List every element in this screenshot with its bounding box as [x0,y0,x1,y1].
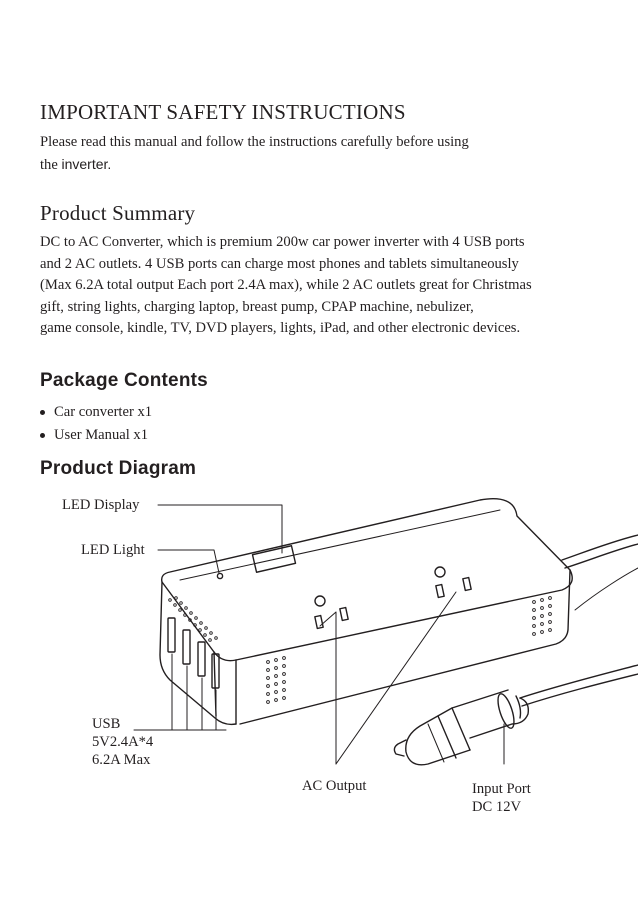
summary-line: DC to AC Converter, which is premium 200w car power inverter with 4 USB ports [40,234,525,250]
inverter-word: inverter. [61,155,112,172]
summary-line: gift, string lights, charging laptop, breast pump, CPAP machine, nebulizer, [40,298,474,315]
safety-text-line [40,154,600,177]
car-plug [394,690,528,765]
safety-text [40,132,600,176]
list-item-label: Car converter x1 [54,404,153,420]
safety-title: IMPORTANT SAFETY INSTRUCTIONS [40,100,406,124]
label-led-light: LED Light [81,542,145,558]
bullet-icon [40,410,45,415]
summary-text [40,232,600,340]
bullet-icon [40,433,45,438]
summary-line: game console, kindle, TV, DVD players, lights, iPad, and other electronic devices. [40,320,521,337]
power-cable [520,535,638,706]
summary-line: and 2 AC outlets. 4 USB ports can charge most phones and tablets simultaneously [40,255,519,272]
summary-title: Product Summary [40,201,196,225]
list-item [40,401,152,424]
safety-text-line: Please read this manual and follow the instructions carefully before using [40,134,469,150]
summary-line: (Max 6.2A total output Each port 2.4A max), while 2 AC outlets great for Christmas [40,277,532,294]
inverter-body [160,499,572,725]
label-usb-max: 6.2A Max [92,752,151,768]
label-usb-spec: 5V2.4A*4 [92,734,154,750]
package-list [40,401,152,447]
label-ac-output: AC Output [302,778,367,794]
label-usb: USB [92,716,121,732]
diagram-title: Product Diagram [40,458,197,479]
list-item-label: User Manual x1 [54,427,149,443]
package-title: Package Contents [40,370,208,391]
label-led-display: LED Display [62,497,140,513]
label-input-voltage: DC 12V [472,799,522,815]
list-item [40,424,152,447]
label-input-port: Input Port [472,781,531,797]
safety-text-prefix: the [40,156,62,173]
